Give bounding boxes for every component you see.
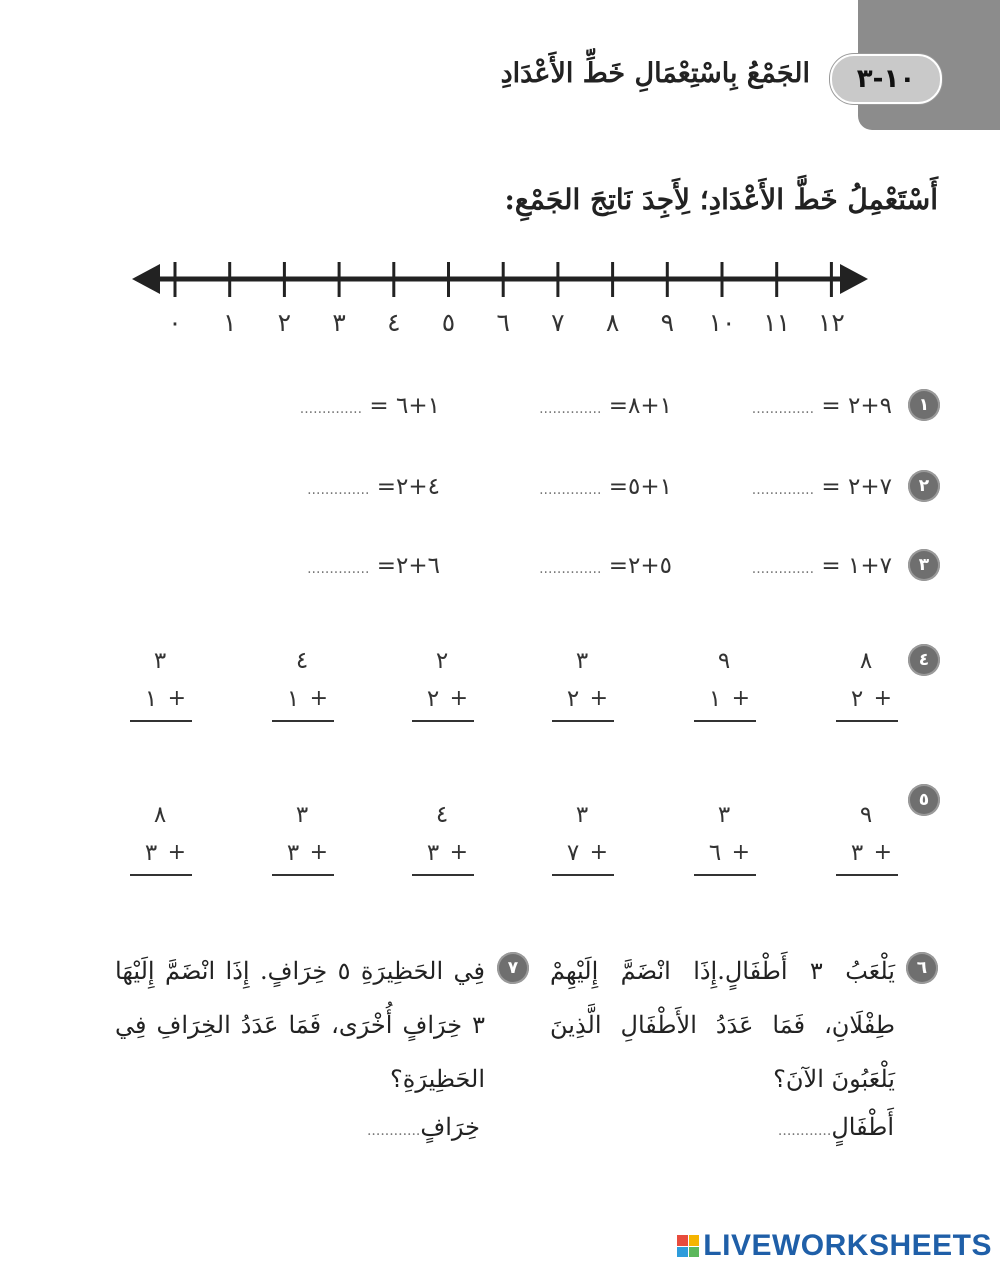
number-line-label: ١٢ [817, 308, 845, 337]
answer-blank[interactable]: .............. [751, 401, 815, 417]
addend-bottom [130, 840, 192, 876]
equation: ٧+١ = .............. [751, 553, 892, 579]
plus-sign: + [873, 840, 892, 865]
equation: ٦+٢= .............. [307, 553, 440, 579]
addend-bottom [694, 840, 756, 876]
equation: ٤+٢= .............. [307, 474, 440, 500]
number-line-label: ٥ [441, 308, 456, 337]
equation: ١+٨= .............. [539, 393, 672, 419]
liveworksheets-logo-icon [677, 1235, 699, 1257]
exercise-number-2: ٢ [908, 470, 940, 502]
liveworksheets-brand[interactable] [677, 1229, 992, 1263]
number-line-label: ١١ [763, 308, 791, 337]
right-arrow-icon [840, 264, 868, 294]
number-line-label: ٢ [277, 308, 292, 337]
word-answer: أَطْفَالٍ............ [777, 1113, 894, 1141]
answer-blank[interactable]: .............. [539, 561, 602, 577]
number-line-label: ٨ [605, 308, 620, 337]
addend-bottom-value: ٢ [426, 686, 440, 712]
addend-bottom [552, 686, 614, 722]
addend-bottom-value: ١ [708, 686, 722, 712]
word-problem-text: فِي الحَظِيرَةِ ٥ خِرَافٍ. إِذَا انْضَمَّ إِلَيْهَا ٣ خِرَافٍ أُخْرَى، فَمَا عَدَدُ الخِرَافِ فِي الحَظِيرَةِ؟ [115, 957, 485, 1093]
exercise-number-6: ٦ [906, 952, 938, 984]
equation: ١+٥= .............. [539, 474, 672, 500]
plus-sign: + [449, 686, 468, 711]
addend-top: ٣ [575, 648, 589, 674]
plus-sign: + [167, 840, 186, 865]
addend-bottom [694, 686, 756, 722]
addend-bottom-value: ٧ [566, 840, 580, 866]
addend-bottom [272, 686, 334, 722]
number-line-label: ٦ [496, 308, 510, 337]
answer-blank[interactable]: ............ [777, 1123, 832, 1139]
plus-sign: + [731, 686, 750, 711]
addend-bottom-value: ٣ [286, 840, 300, 866]
addend-bottom [272, 840, 334, 876]
addend-bottom [836, 686, 898, 722]
answer-blank[interactable]: .............. [307, 561, 370, 577]
addend-bottom [412, 686, 474, 722]
addend-bottom-value: ١ [286, 686, 300, 712]
answer-blank[interactable]: .............. [307, 482, 370, 498]
number-line-ticks [175, 262, 831, 297]
addend-top: ٩ [717, 648, 731, 674]
addend-bottom-value: ٣ [426, 840, 440, 866]
addend-bottom [836, 840, 898, 876]
addend-top: ٣ [717, 802, 731, 828]
plus-sign: + [309, 840, 328, 865]
addend-top: ٨ [153, 802, 167, 828]
addend-top: ٣ [295, 802, 309, 828]
addend-bottom-value: ٢ [850, 686, 864, 712]
lesson-title: الجَمْعُ بِاسْتِعْمَالِ خَطِّ الأَعْدَادِ [500, 58, 810, 89]
addend-top: ٤ [295, 648, 309, 674]
plus-sign: + [449, 840, 468, 865]
number-line-label: ٠ [168, 308, 182, 337]
lesson-number-badge: ١٠-٣ [830, 54, 942, 104]
equation: ٩+٢ = .............. [751, 393, 892, 419]
addend-bottom [412, 840, 474, 876]
addend-top: ٤ [435, 802, 449, 828]
addend-top: ٣ [153, 648, 167, 674]
plus-sign: + [589, 686, 608, 711]
plus-sign: + [167, 686, 186, 711]
number-line-label: ٤ [387, 308, 401, 337]
answer-blank[interactable]: .............. [539, 401, 602, 417]
equation: ١+٦ = .............. [299, 393, 440, 419]
addend-top: ٨ [859, 648, 873, 674]
addend-bottom-value: ٦ [708, 840, 722, 866]
plus-sign: + [589, 840, 608, 865]
answer-blank[interactable]: ............ [366, 1123, 421, 1139]
addend-bottom [130, 686, 192, 722]
answer-blank[interactable]: .............. [299, 401, 363, 417]
exercise-number-1: ١ [908, 389, 940, 421]
exercise-number-7: ٧ [497, 952, 529, 984]
addend-bottom-value: ٣ [144, 840, 158, 866]
equation: ٧+٢ = .............. [751, 474, 892, 500]
addend-bottom [552, 840, 614, 876]
addend-bottom-value: ١ [144, 686, 158, 712]
addend-bottom-value: ٢ [566, 686, 580, 712]
answer-blank[interactable]: .............. [751, 561, 815, 577]
word-problem-text: يَلْعَبُ ٣ أَطْفَالٍ.إِذَا انْضَمَّ إِلَيْهِمْ طِفْلَانِ، فَمَا عَدَدُ الأَطْفَالِ الَّذِينَ يَلْعَبُونَ الآنَ؟ [550, 957, 895, 1093]
number-line-label: ١٠ [708, 308, 736, 337]
number-line-label: ٣ [332, 308, 346, 337]
instruction-text: أَسْتَعْمِلُ خَطَّ الأَعْدَادِ؛ لِأَجِدَ نَاتِجَ الجَمْعِ: [504, 183, 938, 216]
answer-blank[interactable]: .............. [539, 482, 602, 498]
addend-top: ٩ [859, 802, 873, 828]
plus-sign: + [873, 686, 892, 711]
number-line-label: ٩ [660, 308, 675, 337]
plus-sign: + [309, 686, 328, 711]
equation: ٥+٢= .............. [539, 553, 672, 579]
number-line-label: ١ [222, 308, 237, 337]
plus-sign: + [731, 840, 750, 865]
brand-name: LIVEWORKSHEETS [703, 1229, 992, 1262]
addend-top: ٢ [435, 648, 449, 674]
left-arrow-icon [132, 264, 160, 294]
word-answer: خِرَافٍ............ [366, 1113, 480, 1141]
exercise-number-5: ٥ [908, 784, 940, 816]
exercise-number-3: ٣ [908, 549, 940, 581]
exercise-number-4: ٤ [908, 644, 940, 676]
addend-bottom-value: ٣ [850, 840, 864, 866]
answer-blank[interactable]: .............. [751, 482, 815, 498]
number-line-label: ٧ [551, 308, 565, 337]
addend-top: ٣ [575, 802, 589, 828]
